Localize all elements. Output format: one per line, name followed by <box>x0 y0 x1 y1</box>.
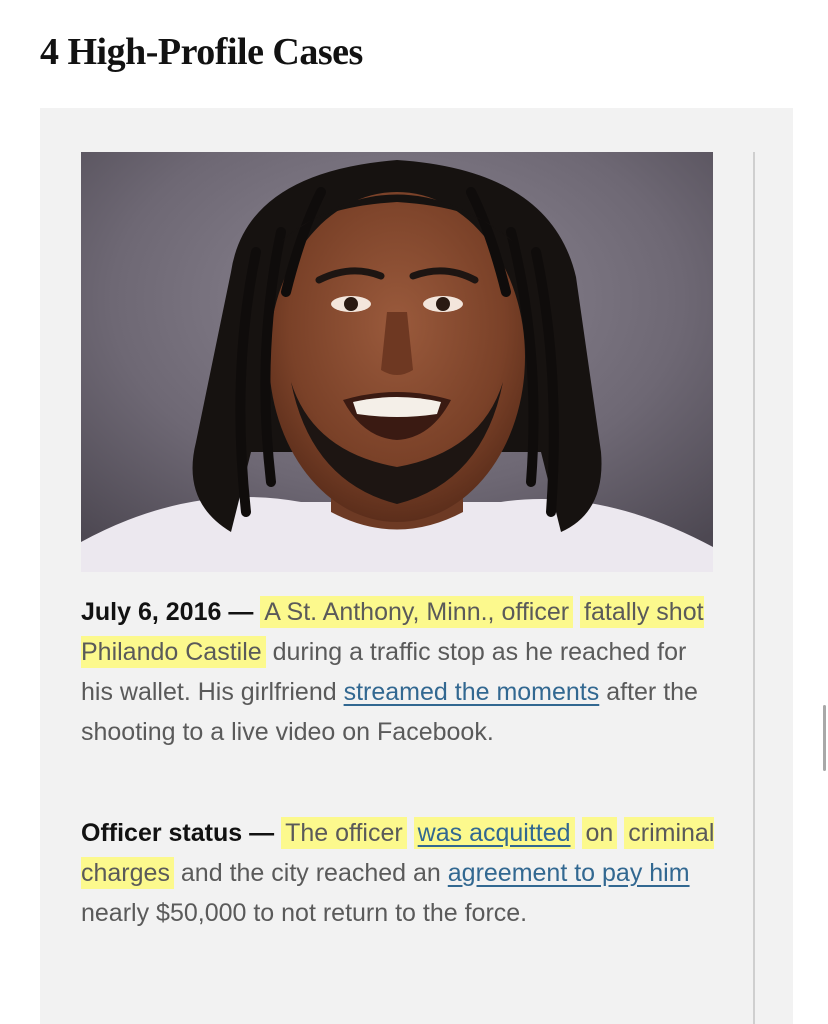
highlighted-text: A St. Anthony, Minn., officer <box>260 596 573 628</box>
scrollbar[interactable] <box>823 705 826 771</box>
case-entry-date <box>81 592 721 752</box>
highlighted-text: criminal charges <box>81 819 715 887</box>
highlighted-text: The officer <box>281 817 407 849</box>
case-entry-status <box>81 813 721 933</box>
body-text: during a traffic stop as he reached for his wallet. His girlfriend <box>81 638 687 706</box>
case-photo <box>81 152 713 572</box>
body-text: and the city reached an <box>180 859 441 887</box>
card-divider <box>753 152 755 1024</box>
highlighted-text: fatally shot Philando Castile <box>81 598 704 666</box>
was-acquitted-link[interactable]: was acquitted <box>417 819 571 847</box>
status-label: Officer status — <box>81 819 275 847</box>
highlighted-text: on <box>582 817 618 849</box>
body-text: nearly $50,000 to not return to the force. <box>81 899 528 927</box>
portrait-image <box>81 152 713 572</box>
agreement-to-pay-link[interactable]: agreement to pay him <box>447 859 690 887</box>
body-text: after the shooting to a live video on Facebook. <box>81 678 698 746</box>
section-title: 4 High-Profile Cases <box>40 31 363 73</box>
streamed-moments-link[interactable]: streamed the moments <box>343 678 600 706</box>
date-label: July 6, 2016 — <box>81 598 254 626</box>
